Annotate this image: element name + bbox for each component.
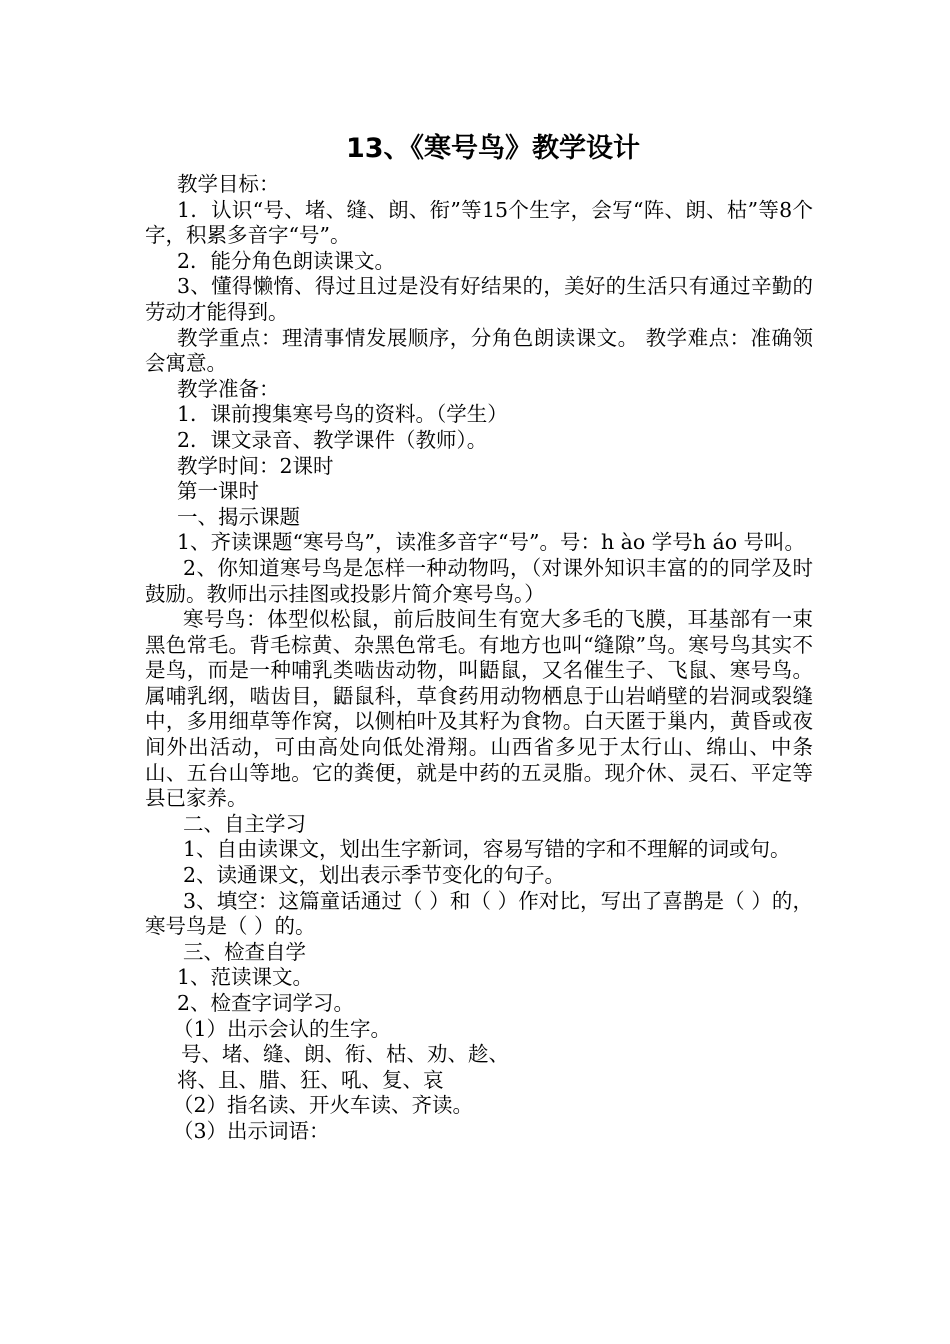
paragraph: 寒号鸟：体型似松鼠，前后肢间生有宽大多毛的飞膜，耳基部有一束黑色常毛。背毛棕黄、杂黑色常毛。有地方也叫“缝隙”鸟。寒号鸟其实不是鸟，而是一种哺乳类啮齿动物，叫鼯鼠，又名催生子、飞鼠、寒号鸟。属哺乳纲，啮齿目，鼯鼠科，草食药用动物栖息于山岩峭壁的岩洞或裂缝中，多用细草等作窝，以侧柏叶及其籽为食物。白天匿于巢内，黄昏或夜间外出活动，可由高处向低处滑翔。山西省多见于太行山、绵山、中条山、五台山等地。它的粪便，就是中药的五灵脂。现介休、灵石、平定等县已家养。 [145, 607, 813, 811]
paragraph: 号、堵、缝、朗、衔、枯、劝、趁、 [181, 1042, 509, 1067]
paragraph: 1、自由读课文，划出生字新词，容易写错的字和不理解的词或句。 [183, 837, 791, 862]
paragraph: 三、检查自学 [183, 939, 306, 964]
paragraph: 教学重点：理清事情发展顺序，分角色朗读课文。 教学难点：准确领会寓意。 [145, 325, 813, 376]
paragraph: 1．认识“号、堵、缝、朗、衔”等15个生字，会写“阵、朗、枯”等8个字，积累多音字“号”。 [145, 197, 813, 248]
paragraph: 二、自主学习 [183, 811, 306, 836]
paragraph: 1、范读课文。 [177, 965, 314, 990]
document-title: 13、《寒号鸟》教学设计 [345, 133, 641, 164]
paragraph: （1）出示会认的生字。 [173, 1016, 392, 1041]
paragraph: 教学准备： [177, 376, 280, 401]
paragraph: 教学时间：2课时 [177, 453, 334, 478]
paragraph: （3）出示词语： [173, 1118, 330, 1143]
paragraph: 1、齐读课题“寒号鸟”，读准多音字“号”。号：h ào 学号h áo 号叫。 [177, 530, 806, 555]
paragraph: 2、检查字词学习。 [177, 991, 355, 1015]
paragraph: 3、懂得懒惰、得过且过是没有好结果的，美好的生活只有通过辛勤的劳动才能得到。 [145, 274, 813, 324]
paragraph: 第一课时 [177, 479, 259, 504]
paragraph: 一、揭示课题 [177, 504, 300, 529]
paragraph: 1．课前搜集寒号鸟的资料。（学生） [177, 402, 508, 427]
paragraph: 将、且、腊、狂、吼、复、哀 [177, 1067, 444, 1092]
paragraph: 3、填空：这篇童话通过（ ）和（ ）作对比，写出了喜鹊是（ ）的，寒号鸟是（ ）的。 [145, 888, 813, 939]
document-body [145, 172, 813, 1145]
paragraph: 2、读通课文，划出表示季节变化的句子。 [183, 863, 566, 888]
paragraph: 教学目标： [177, 172, 280, 196]
paragraph: （2）指名读、开火车读、齐读。 [173, 1093, 474, 1118]
paragraph: 2、你知道寒号鸟是怎样一种动物吗，（对课外知识丰富的的同学及时鼓励。教师出示挂图或投影片简介寒号鸟。） [145, 555, 813, 606]
paragraph: 2．能分角色朗读课文。 [177, 248, 396, 273]
paragraph: 2．课文录音、教学课件（教师）。 [177, 427, 488, 452]
